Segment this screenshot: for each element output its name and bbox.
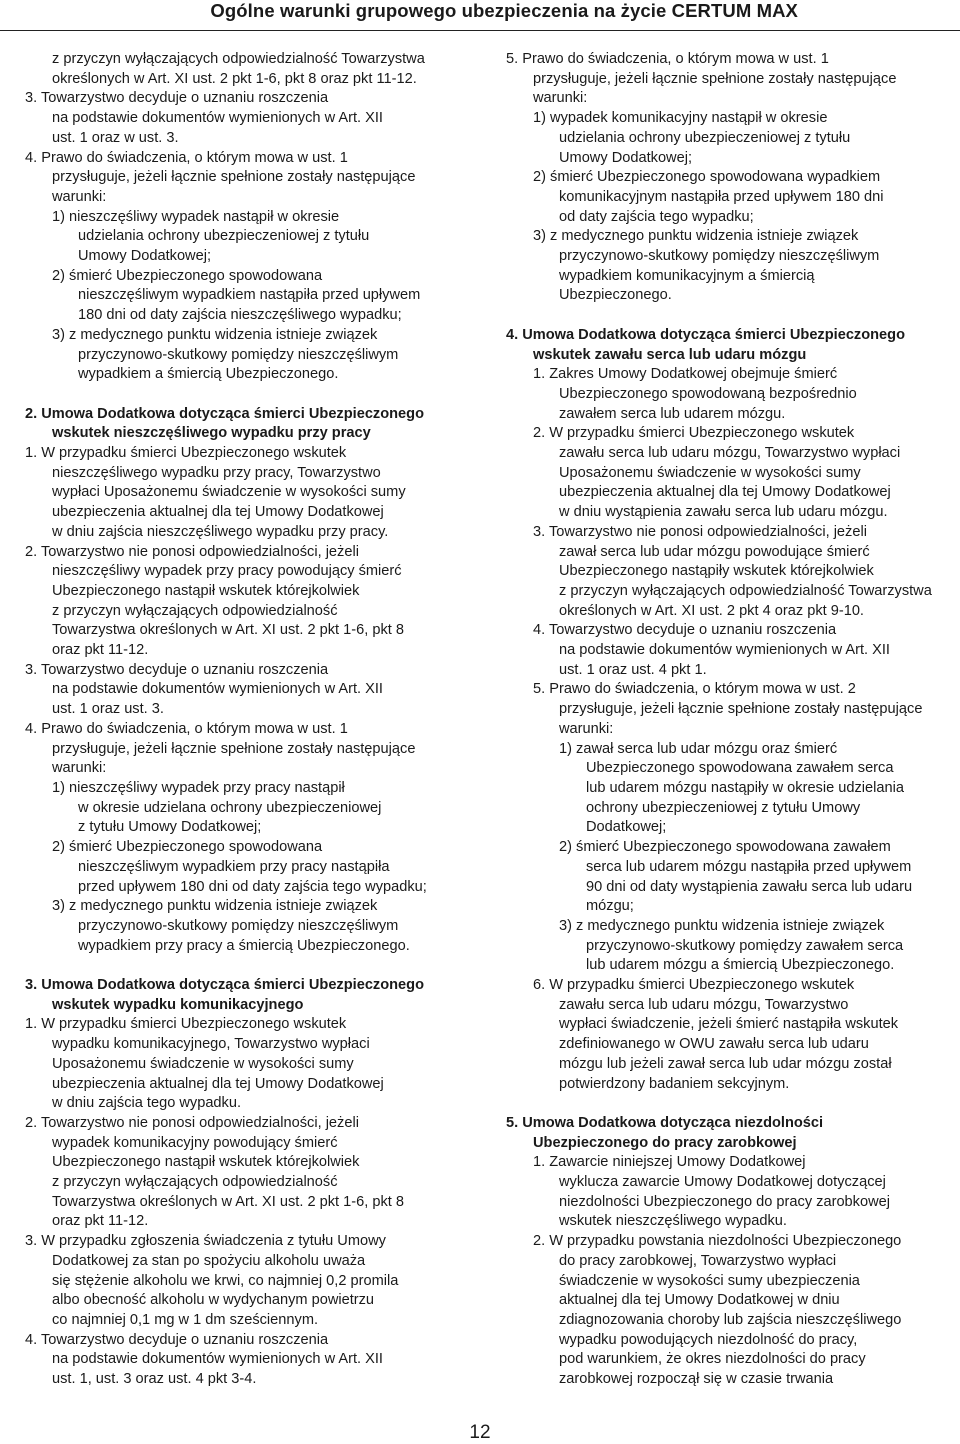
section-heading-line: Ubezpieczonego do pracy zarobkowej — [533, 1134, 797, 1151]
page-header — [0, 0, 960, 31]
text-line: wypadkiem a śmiercią Ubezpieczonego. — [78, 366, 339, 383]
text-line: 1. W przypadku śmierci Ubezpieczonego wskutek — [25, 445, 347, 462]
text-line: Umowy Dodatkowej; — [559, 149, 693, 166]
text-line: Dodatkowej za stan po spożyciu alkoholu uważa — [52, 1252, 366, 1269]
text-line: Uposażonemu świadczenie w wysokości sumy — [52, 1055, 354, 1072]
text-line: mózgu; — [586, 898, 634, 915]
text-line: 1. Zakres Umowy Dodatkowej obejmuje śmierć — [533, 366, 838, 383]
text-line: w dniu wystąpienia zawału serca lub udaru mózgu. — [559, 504, 888, 521]
section-heading-line: 2. Umowa Dodatkowa dotycząca śmierci Ubezpieczonego — [25, 405, 425, 422]
text-line: wskutek nieszczęśliwego wypadku. — [559, 1213, 787, 1230]
text-line: ubezpieczenia aktualnej dla tej Umowy Dodatkowej — [52, 1075, 384, 1092]
text-line: Ubezpieczonego spowodowana zawałem serca — [586, 760, 894, 777]
text-line: na podstawie dokumentów wymienionych w Art. XII — [52, 110, 383, 127]
text-line: Ubezpieczonego. — [559, 287, 672, 304]
text-line: lub udarem mózgu a śmiercią Ubezpieczonego. — [586, 957, 895, 974]
text-line: zarobkowej rozpoczął się w czasie trwania — [559, 1371, 834, 1388]
text-line: warunki: — [559, 720, 614, 737]
paragraph-gap — [25, 956, 480, 976]
text-line: Ubezpieczonego nastąpił wskutek którejkolwiek — [52, 1154, 360, 1171]
text-line: wypadkiem przy pracy a śmiercią Ubezpieczonego. — [78, 937, 410, 954]
text-line: pod warunkiem, że okres niezdolności do pracy — [559, 1351, 866, 1368]
text-line: nieszczęśliwy wypadek przy pracy powodujący śmierć — [52, 563, 402, 580]
text-line: 1. W przypadku śmierci Ubezpieczonego wskutek — [25, 1016, 347, 1033]
text-line: na podstawie dokumentów wymienionych w Art. XII — [559, 642, 890, 659]
text-line: Uposażonemu świadczenie w wysokości sumy — [559, 464, 861, 481]
text-line: przysługuje, jeżeli łącznie spełnione zostały następujące — [52, 169, 416, 186]
section-heading-line: 4. Umowa Dodatkowa dotycząca śmierci Ubezpieczonego — [506, 326, 906, 343]
text-line: wypadek komunikacyjny powodujący śmierć — [52, 1134, 338, 1151]
text-line: z przyczyn wyłączających odpowiedzialność — [52, 1174, 338, 1191]
text-line: oraz pkt 11-12. — [52, 1213, 149, 1230]
text-line: wypadku powodujących niezdolność do pracy, — [559, 1331, 858, 1348]
section-heading-line: 3. Umowa Dodatkowa dotycząca śmierci Ubezpieczonego — [25, 977, 425, 994]
text-line: co najmniej 0,1 mg w 1 dm sześciennym. — [52, 1311, 319, 1328]
text-line: z tytułu Umowy Dodatkowej; — [78, 819, 262, 836]
document-title: Ogólne warunki grupowego ubezpieczenia na życie CERTUM MAX — [210, 0, 798, 21]
text-line: 2. W przypadku powstania niezdolności Ubezpieczonego — [533, 1233, 902, 1250]
text-line: przysługuje, jeżeli łącznie spełnione zostały następujące — [52, 740, 416, 757]
text-line: przyczynowo-skutkowy pomiędzy nieszczęśliwym — [559, 248, 880, 265]
text-line: ochrony ubezpieczeniowej z tytułu Umowy — [586, 799, 861, 816]
text-line: 3) z medycznego punktu widzenia istnieje związek — [52, 326, 378, 343]
text-line: Umowy Dodatkowej; — [78, 248, 212, 265]
text-line: 3. Towarzystwo decyduje o uznaniu roszczenia — [25, 90, 329, 107]
text-line: 1) nieszczęśliwy wypadek przy pracy nastąpił — [52, 780, 345, 796]
text-line: 3. Towarzystwo nie ponosi odpowiedzialności, jeżeli — [533, 523, 867, 540]
paragraph-gap — [506, 1094, 952, 1114]
text-line: Towarzystwa określonych w Art. XI ust. 2 pkt 1-6, pkt 8 — [52, 622, 405, 639]
text-line: przed upływem 180 dni od daty zajścia tego wypadku; — [78, 878, 427, 895]
text-line: ust. 1 oraz w ust. 3. — [52, 129, 179, 146]
text-line: przysługuje, jeżeli łącznie spełnione zostały następujące — [533, 70, 897, 87]
text-line: mózgu lub jeżeli zawał serca lub udar mózgu został — [559, 1055, 892, 1072]
text-line: zawałem serca lub udarem mózgu. — [559, 405, 786, 422]
text-line: Dodatkowej; — [586, 819, 667, 836]
text-line: warunki: — [52, 188, 107, 205]
text-line: do pracy zarobkowej, Towarzystwo wypłaci — [559, 1252, 837, 1269]
text-line: 2) śmierć Ubezpieczonego spowodowana — [52, 267, 323, 284]
text-line: ubezpieczenia aktualnej dla tej Umowy Dodatkowej — [559, 484, 891, 501]
text-line: 4. Prawo do świadczenia, o którym mowa w ust. 1 — [25, 149, 348, 166]
text-line: 4. Towarzystwo decyduje o uznaniu roszczenia — [25, 1331, 329, 1348]
text-line: określonych w Art. XI ust. 2 pkt 1-6, pkt 8 oraz pkt 11-12. — [52, 70, 417, 87]
text-line: nieszczęśliwego wypadku przy pracy, Towarzystwo — [52, 464, 381, 481]
section-heading-line: wskutek wypadku komunikacyjnego — [52, 996, 304, 1013]
text-line: 1) wypadek komunikacyjny nastąpił w okresie — [533, 110, 828, 127]
text-line: nieszczęśliwym wypadkiem nastąpiła przed upływem — [78, 287, 421, 304]
text-line: na podstawie dokumentów wymienionych w Art. XII — [52, 681, 383, 698]
text-line: ubezpieczenia aktualnej dla tej Umowy Dodatkowej — [52, 504, 384, 521]
text-line: 4. Towarzystwo decyduje o uznaniu roszczenia — [533, 622, 837, 639]
text-line: ust. 1 oraz ust. 3. — [52, 701, 164, 718]
text-line: serca lub udarem mózgu nastąpiła przed upływem — [586, 858, 912, 875]
text-line: 2) śmierć Ubezpieczonego spowodowana wypadkiem — [533, 169, 881, 186]
section-heading-line: 5. Umowa Dodatkowa dotycząca niezdolności — [506, 1114, 824, 1131]
text-line: 2. W przypadku śmierci Ubezpieczonego wskutek — [533, 425, 855, 442]
text-line: 1) zawał serca lub udar mózgu oraz śmierć — [559, 740, 838, 757]
section-heading-line: wskutek zawału serca lub udaru mózgu — [533, 346, 807, 363]
text-line: wypłaci Uposażonemu świadczenie w wysokości sumy — [52, 484, 406, 501]
text-line: warunki: — [533, 90, 588, 107]
text-line: 2) śmierć Ubezpieczonego spowodowana — [52, 839, 323, 856]
text-line: lub udarem mózgu nastąpiły w okresie udzielania — [586, 780, 904, 796]
text-line: 2) śmierć Ubezpieczonego spowodowana zawałem — [559, 839, 891, 856]
text-line: przyczynowo-skutkowy pomiędzy zawałem serca — [586, 937, 904, 954]
text-line: 2. Towarzystwo nie ponosi odpowiedzialności, jeżeli — [25, 1114, 359, 1131]
text-line: przyczynowo-skutkowy pomiędzy nieszczęśliwym — [78, 917, 399, 934]
text-line: 3) z medycznego punktu widzenia istnieje związek — [533, 228, 859, 245]
text-line: nieszczęśliwym wypadkiem przy pracy nastąpiła — [78, 858, 390, 875]
text-line: z przyczyn wyłączających odpowiedzialność Towarzystwa — [559, 582, 932, 599]
text-line: ust. 1, ust. 3 oraz ust. 4 pkt 3-4. — [52, 1371, 257, 1388]
text-line: w dniu zajścia nieszczęśliwego wypadku przy pracy. — [52, 523, 389, 540]
text-line: od daty zajścia tego wypadku; — [559, 208, 754, 225]
text-line: Towarzystwa określonych w Art. XI ust. 2 pkt 1-6, pkt 8 — [52, 1193, 405, 1210]
text-line: 1) nieszczęśliwy wypadek nastąpił w okresie — [52, 208, 340, 225]
text-line: 1. Zawarcie niniejszej Umowy Dodatkowej — [533, 1154, 806, 1171]
text-line: zdiagnozowania choroby lub zajścia nieszczęśliwego — [559, 1311, 902, 1328]
text-line: udzielania ochrony ubezpieczeniowej z tytułu — [78, 228, 370, 245]
text-line: 3. Towarzystwo decyduje o uznaniu roszczenia — [25, 661, 329, 678]
text-line: wyklucza zawarcie Umowy Dodatkowej dotyczącej — [559, 1174, 886, 1191]
text-line: wypłaci świadczenie, jeżeli śmierć nastąpiła wskutek — [559, 1016, 899, 1033]
text-line: w okresie udzielana ochrony ubezpieczeniowej — [78, 799, 382, 816]
text-line: zawał serca lub udar mózgu powodujące śmierć — [559, 543, 870, 560]
text-line: komunikacyjnym nastąpiła przed upływem 180 dni — [559, 188, 884, 205]
text-line: świadczenie w wysokości sumy ubezpieczenia — [559, 1272, 860, 1289]
text-line: albo obecność alkoholu w wydychanym powietrzu — [52, 1292, 375, 1309]
text-line: udzielania ochrony ubezpieczeniowej z tytułu — [559, 129, 851, 146]
text-line: wypadkiem komunikacyjnym a śmiercią — [559, 267, 815, 284]
text-line: zawału serca lub udaru mózgu, Towarzystwo — [559, 996, 849, 1013]
text-line: 3) z medycznego punktu widzenia istnieje związek — [52, 898, 378, 915]
text-line: 5. Prawo do świadczenia, o którym mowa w ust. 2 — [533, 681, 856, 698]
text-line: z przyczyn wyłączających odpowiedzialność — [52, 602, 338, 619]
section-heading-line: wskutek nieszczęśliwego wypadku przy pracy — [52, 425, 371, 442]
text-line: wypadku komunikacyjnego, Towarzystwo wypłaci — [52, 1036, 370, 1053]
text-line: 5. Prawo do świadczenia, o którym mowa w ust. 1 — [506, 51, 829, 67]
text-line: określonych w Art. XI ust. 2 pkt 4 oraz pkt 9-10. — [559, 602, 864, 619]
text-line: potwierdzony badaniem sekcyjnym. — [559, 1075, 790, 1092]
paragraph-gap — [25, 385, 480, 405]
text-line: Ubezpieczonego spowodowaną bezpośrednio — [559, 385, 857, 402]
text-line: niezdolności Ubezpieczonego do pracy zarobkowej — [559, 1193, 890, 1210]
text-line: 3) z medycznego punktu widzenia istnieje związek — [559, 917, 885, 934]
text-line: na podstawie dokumentów wymienionych w Art. XII — [52, 1351, 383, 1368]
text-line: zawału serca lub udaru mózgu, Towarzystwo wypłaci — [559, 445, 901, 462]
text-line: przyczynowo-skutkowy pomiędzy nieszczęśliwym — [78, 346, 399, 363]
text-line: się stężenie alkoholu we krwi, co najmniej 0,2 promila — [52, 1272, 399, 1289]
text-line: 6. W przypadku śmierci Ubezpieczonego wskutek — [533, 977, 855, 994]
left-text-column — [25, 50, 480, 1390]
text-line: 3. W przypadku zgłoszenia świadczenia z tytułu Umowy — [25, 1233, 386, 1250]
text-line: oraz pkt 11-12. — [52, 642, 149, 659]
text-line: przysługuje, jeżeli łącznie spełnione zostały następujące — [559, 701, 923, 718]
text-line: warunki: — [52, 760, 107, 777]
text-line: ust. 1 oraz ust. 4 pkt 1. — [559, 661, 707, 678]
text-line: 4. Prawo do świadczenia, o którym mowa w ust. 1 — [25, 720, 348, 737]
text-line: aktualnej dla tej Umowy Dodatkowej w dniu — [559, 1292, 840, 1309]
text-line: w dniu zajścia tego wypadku. — [52, 1095, 242, 1112]
page-number: 12 — [469, 1422, 491, 1443]
text-line: z przyczyn wyłączających odpowiedzialność Towarzystwa — [52, 51, 425, 67]
text-line: 180 dni od daty zajścia nieszczęśliwego wypadku; — [78, 307, 402, 324]
text-line: Ubezpieczonego nastąpiły wskutek którejkolwiek — [559, 563, 874, 580]
right-text-column — [506, 50, 952, 1390]
text-line: zdefiniowanego w OWU zawału serca lub udaru — [559, 1036, 869, 1053]
text-line: Ubezpieczonego nastąpił wskutek którejkolwiek — [52, 582, 360, 599]
text-line: 2. Towarzystwo nie ponosi odpowiedzialności, jeżeli — [25, 543, 359, 560]
paragraph-gap — [506, 306, 952, 326]
text-line: 90 dni od daty wystąpienia zawału serca lub udaru — [586, 878, 913, 895]
